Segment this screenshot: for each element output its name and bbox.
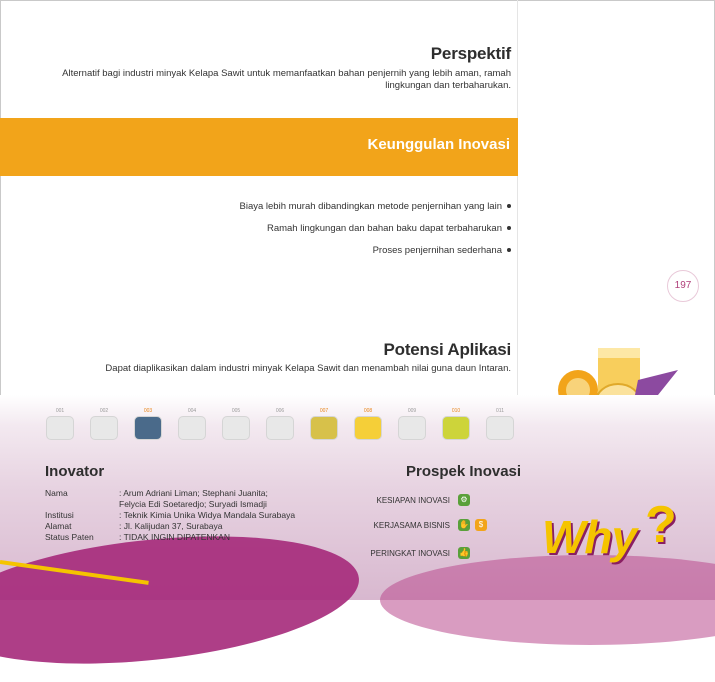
prospek-row-kesiapan: KESIAPAN INOVASI ⚙ xyxy=(340,494,475,506)
column-divider xyxy=(517,0,518,395)
category-icon-009: 009 xyxy=(396,408,428,444)
bullet-icon xyxy=(507,248,511,252)
info-row: Institusi : Teknik Kimia Unika Widya Mandala Surabaya xyxy=(45,510,296,520)
list-item: Proses penjernihan sederhana xyxy=(240,243,512,265)
bullet-icon xyxy=(507,204,511,208)
prospek-title: Prospek Inovasi xyxy=(406,463,522,480)
category-icon-strip xyxy=(44,408,524,448)
category-icon-006: 006 xyxy=(264,408,296,444)
category-icon-005: 005 xyxy=(220,408,252,444)
category-icon-002: 002 xyxy=(88,408,120,444)
bullet-icon xyxy=(507,226,511,230)
keunggulan-title: Keunggulan Inovasi xyxy=(367,136,510,153)
potensi-title: Potensi Aplikasi xyxy=(383,340,511,359)
money-bag-icon: $ xyxy=(475,519,487,531)
keunggulan-band xyxy=(0,118,518,176)
prospek-row-peringkat: PERINGKAT INOVASI 👍 xyxy=(370,548,469,558)
category-icon-001: 001 xyxy=(44,408,76,444)
list-item: Ramah lingkungan dan bahan baku dapat terbaharukan xyxy=(240,221,512,243)
category-icon-008: 008 xyxy=(352,408,384,444)
page-number: 197 xyxy=(667,270,699,302)
thumbs-up-icon: 👍 xyxy=(459,548,469,557)
prospek-row-kerjasama: KERJASAMA BISNIS ✋ $ xyxy=(340,519,492,531)
inovator-title: Inovator xyxy=(45,463,105,480)
category-icon-007: 007 xyxy=(308,408,340,444)
why-logo: Why xyxy=(542,511,637,563)
category-icon-003: 003 xyxy=(132,408,164,444)
category-icon-011: 011 xyxy=(484,408,516,444)
perspektif-title: Perspektif xyxy=(430,44,511,63)
gear-icon: ⚙ xyxy=(458,494,470,506)
inovator-info xyxy=(45,488,319,543)
info-row: Status Paten : TIDAK INGIN DIPATENKAN xyxy=(45,532,230,542)
potensi-text: Dapat diaplikasikan dalam industri minyak Kelapa Sawit dan menambah nilai guna daun Intaran. xyxy=(105,363,511,374)
keunggulan-list xyxy=(240,199,512,265)
category-icon-010: 010 xyxy=(440,408,472,444)
list-item: Biaya lebih murah dibandingkan metode penjernihan yang lain xyxy=(240,199,512,221)
why-question-mark: ? xyxy=(645,496,677,554)
perspektif-text: Alternatif bagi industri minyak Kelapa Sawit untuk memanfaatkan bahan penjernih yang lebih aman, ramah lingkungan dan terbaharukan. xyxy=(62,68,511,91)
category-icon-004: 004 xyxy=(176,408,208,444)
info-row: Nama : Arum Adriani Liman; Stephani Juanita; xyxy=(45,488,268,498)
handshake-icon: ✋ xyxy=(459,520,469,529)
info-row: Felycia Edi Soetaredjo; Suryadi Ismadji xyxy=(119,499,267,509)
info-row: Alamat : Jl. Kalijudan 37, Surabaya xyxy=(45,521,223,531)
